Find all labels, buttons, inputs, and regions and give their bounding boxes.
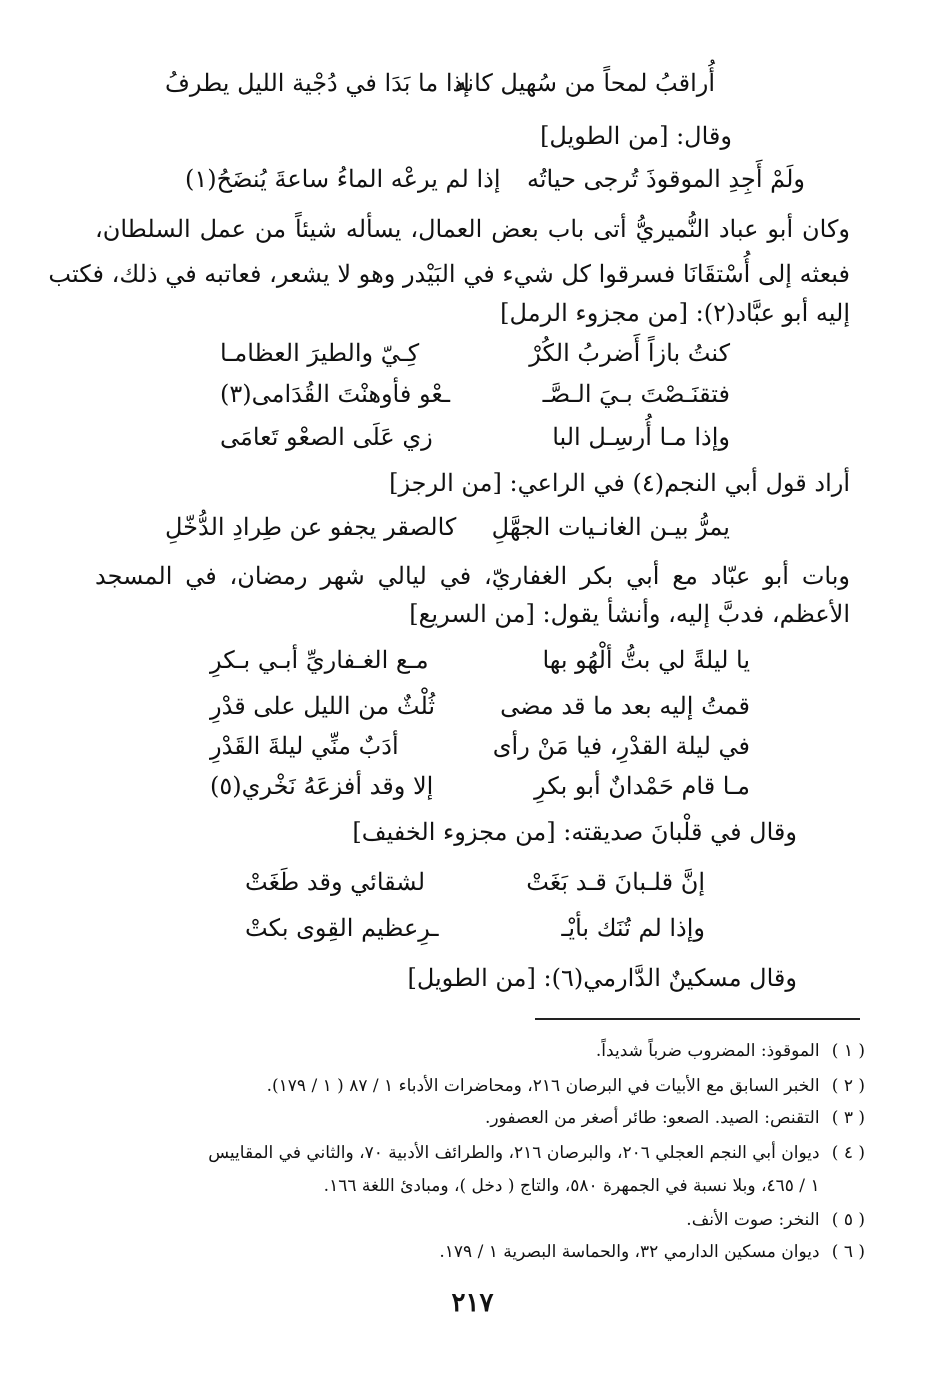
prose-line: فبعثه إلى أُسْتقَانَا فسرقوا كل شيء في البَيْدر وهو لا يشعر، فعاتبه في ذلك، فكتب	[48, 260, 850, 288]
footnote-text: الموقوذ: المضروب ضرباً شديداً.	[595, 1041, 820, 1061]
verse-4-first-hemistich: فتقنَـصْتَ بـيَ الـصَّـ	[542, 380, 730, 408]
footnote-2	[80, 1072, 865, 1100]
verse-11-first-hemistich: إنَّ قلـبانَ قـد بَغَتْ	[526, 868, 705, 896]
footnote-number: ( ١ )	[831, 1041, 865, 1061]
verse-12-second-hemistich: ـرِعظيم القِوى بكتْ	[245, 914, 439, 942]
verse-4-second-hemistich: ـعْو فأوهنْتَ القُدَامى(٣)	[220, 380, 450, 408]
footnote-separator	[535, 1018, 860, 1020]
verse-5-second-hemistich: زي عَلَى الصعْو تَعامَى	[220, 423, 433, 451]
verse-11-second-hemistich: لشقائي وقد طَغَتْ	[245, 868, 426, 896]
footnote-4	[80, 1139, 865, 1167]
verse-10-second-hemistich: إلا وقد أفزعَهُ نَخْري(٥)	[210, 772, 434, 800]
verse-1-second-hemistich: إذا ما بَدَا في دُجْية الليل يطرفُ	[165, 69, 470, 97]
page-number: ٢١٧	[451, 1288, 494, 1318]
footnote-5	[80, 1206, 865, 1234]
verse-8-first-hemistich: قمتُ إليه بعد ما قد مضى	[500, 692, 750, 720]
footnote-text: النخر: صوت الأنف.	[686, 1210, 820, 1230]
footnote-text: ديوان مسكين الدارمي ٣٢، والحماسة البصرية ١ / ١٧٩.	[439, 1242, 820, 1262]
footnote-number: ( ٣ )	[831, 1108, 865, 1128]
verse-9-first-hemistich: في ليلة القدْرِ، فيا مَنْ رأى	[492, 732, 750, 760]
prose-line: أراد قول أبي النجم(٤) في الراعي: [من الرجز]	[389, 469, 850, 497]
footnote-text: ١ / ٤٦٥، وبلا نسبة في الجمهرة ٥٨٠، والتاج ( دخل )، ومبادئ اللغة ١٦٦.	[323, 1176, 820, 1196]
prose-line: وقال مسكينٌ الدَّارمي(٦): [من الطويل]	[407, 964, 797, 992]
prose-line: وقال في قلْبانَ صديقته: [من مجزوء الخفيف]	[352, 818, 797, 846]
verse-9-second-hemistich: أدَبٌ منِّي ليلةَ القَدْرِ	[210, 732, 399, 760]
verse-6-first-hemistich: يمرُّ بيـن الغانـيات الجهَّلِ	[491, 513, 730, 541]
footnote-text: الخبر السابق مع الأبيات في البرصان ٢١٦، ومحاضرات الأدباء ١ / ٨٧ ( ١ / ١٧٩).	[266, 1076, 820, 1096]
verse-5-first-hemistich: وإذا مـا أُرسِـل البا	[552, 423, 730, 451]
footnote-text: ديوان أبي النجم العجلي ٢٠٦، والبرصان ٢١٦، والطرائف الأدبية ٧٠، والثاني في المقاييس	[208, 1143, 820, 1163]
prose-line: وكان أبو عباد النُّميريُّ أتى باب بعض العمال، يسأله شيئاً من عمل السلطان،	[95, 215, 850, 243]
verse-8-second-hemistich: ثُلْثٌ من الليل على قدْرِ	[210, 692, 436, 720]
footnote-number: ( ٦ )	[831, 1242, 865, 1262]
prose-line: وبات أبو عبّاد مع أبي بكر الغفاريّ، في ليالي شهر رمضان، في المسجد	[95, 562, 850, 590]
verse-12-first-hemistich: وإذا لم تُنَك بأيْـ	[561, 914, 705, 942]
verse-6-second-hemistich: كالصقر يجفو عن طِرادِ الدُّخّلِ	[165, 513, 457, 541]
prose-line: وقال: [من الطويل]	[540, 122, 732, 150]
verse-3-first-hemistich: كنتُ بازاً أَضربُ الكُرْ	[529, 339, 730, 367]
verse-2-second-hemistich: إذا لم يرعْه الماءُ ساعةَ يُنضَحُ(١)	[185, 165, 501, 193]
footnote-number: ( ٥ )	[831, 1210, 865, 1230]
prose-line: إليه أبو عبَّاد(٢): [من مجزوء الرمل]	[500, 299, 850, 327]
prose-line: الأعظم، فدبَّ إليه، وأنشأ يقول: [من السريع]	[409, 600, 850, 628]
footnote-1	[80, 1037, 865, 1065]
footnote-text: التقنص: الصيد. الصعو: طائر أصغر من العصفور.	[484, 1108, 820, 1128]
verse-7-first-hemistich: يا ليلةً لي بتُّ ألْهُو بها	[542, 646, 750, 674]
footnote-3	[80, 1104, 865, 1132]
footnote-6	[80, 1238, 865, 1266]
verse-3-second-hemistich: كِـيّ والطيرَ العظامـا	[220, 339, 420, 367]
verse-10-first-hemistich: مـا قام حَمْدانٌ أبو بكرِ	[534, 772, 750, 800]
verse-7-second-hemistich: مـع الغـفاريِّ أبـي بـكرِ	[210, 646, 429, 674]
footnote-number: ( ٢ )	[831, 1076, 865, 1096]
verse-1-first-hemistich: أُراقبُ لمحاً من سُهيل كانه	[454, 69, 715, 97]
verse-2-first-hemistich: ولَمْ أَجِدِ الموقوذَ تُرجى حياتُه	[526, 165, 805, 193]
footnote-number: ( ٤ )	[831, 1143, 865, 1163]
footnote-4-continued	[80, 1172, 865, 1200]
